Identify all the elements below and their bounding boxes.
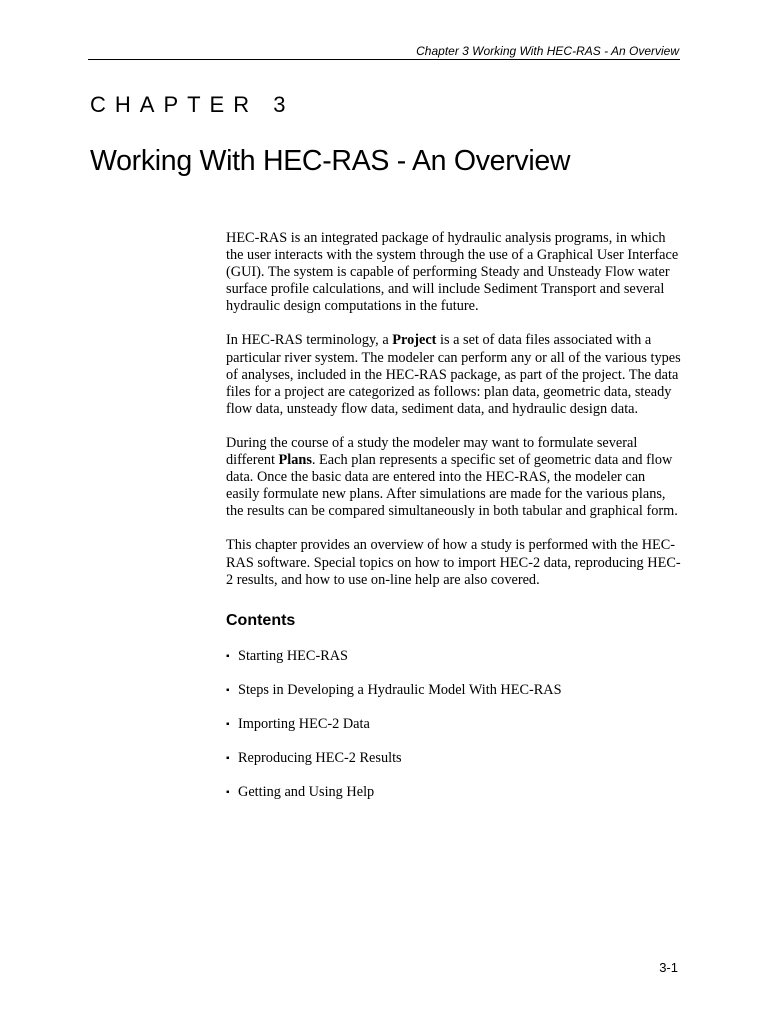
contents-item: ▪ Getting and Using Help <box>226 783 375 800</box>
project-term: Project <box>392 332 437 349</box>
contents-item: ▪ Steps in Developing a Hydraulic Model With HEC-RAS <box>226 681 562 698</box>
page-number: 3-1 <box>659 960 678 975</box>
plans-term: Plans <box>278 452 312 469</box>
bullet-icon: ▪ <box>226 752 230 764</box>
bullet-icon: ▪ <box>226 650 230 662</box>
bullet-icon: ▪ <box>226 786 230 798</box>
intro-paragraph: HEC-RAS is an integrated package of hydraulic analysis programs, in which the user interacts with the system through the use of a Graphical User Interface (GUI). The system is capable of performing Steady and Unsteady Flow water surface profile calculations, and will include Sediment Transport and several hydraulic design computations in the future. <box>226 230 679 315</box>
header-rule <box>88 59 680 60</box>
contents-item: ▪ Starting HEC-RAS <box>226 647 349 664</box>
bullet-icon: ▪ <box>226 718 230 730</box>
contents-heading: Contents <box>226 611 296 629</box>
bullet-icon: ▪ <box>226 684 230 696</box>
overview-paragraph: This chapter provides an overview of how a study is performed with the HEC-RAS software. Special topics on how to import HEC-2 data, reproducing HEC-2 results, and how to use on-line help are also covered. <box>226 537 681 588</box>
chapter-label: CHAPTER 3 <box>90 92 295 117</box>
chapter-title: Working With HEC-RAS - An Overview <box>90 145 571 177</box>
running-head: Chapter 3 Working With HEC-RAS - An Overview <box>416 44 679 58</box>
plans-paragraph: During the course of a study the modeler may want to formulate several different Plans. Each plan represents a specific set of geometric data and flow data. Once the basic data are entered into the HEC-RAS, the modeler can easily formulate new plans. After simulations are made for the various plans, the results can be compared simultaneously in both tabular and graphical form. <box>226 434 678 520</box>
contents-item: ▪ Reproducing HEC-2 Results <box>226 749 402 766</box>
contents-item: ▪ Importing HEC-2 Data <box>226 715 370 732</box>
body-text <box>226 230 681 818</box>
contents-list <box>226 648 681 818</box>
project-paragraph: In HEC-RAS terminology, a Project is a set of data files associated with a particular river system. The modeler can perform any or all of the various types of analyses, included in the HEC-RAS package, as part of the project. The data files for a project are categorized as follows: plan data, geometric data, steady flow data, unsteady flow data, sediment data, and hydraulic design data. <box>226 332 681 417</box>
